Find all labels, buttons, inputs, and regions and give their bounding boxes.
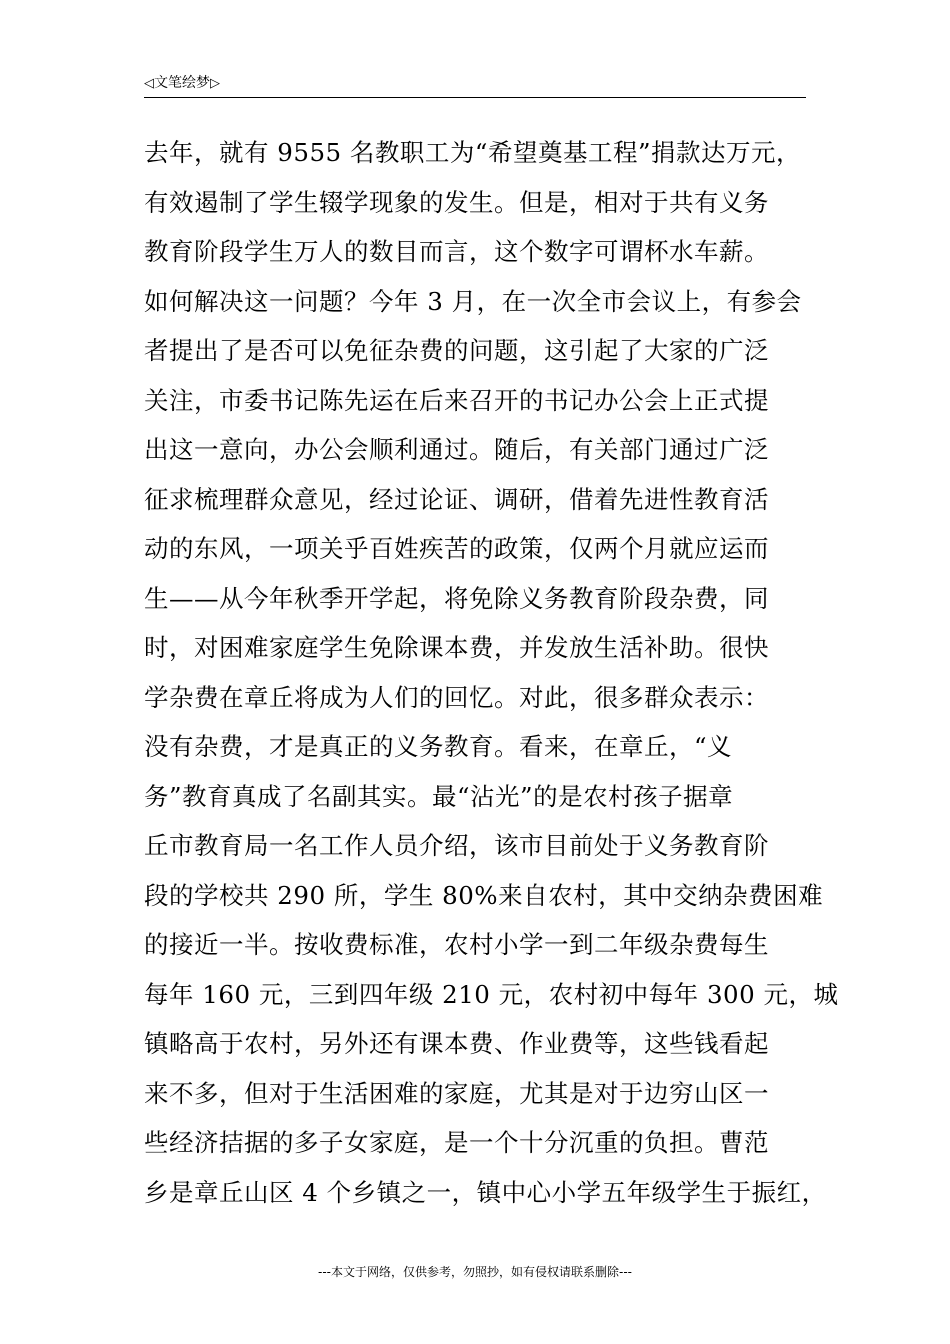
text-line: 没有杂费，才是真正的义务教育。看来，在章丘，“义 — [144, 732, 733, 761]
text-line: 时，对困难家庭学生免除课本费，并发放生活补助。很快 — [144, 633, 769, 662]
header-title: 文笔绘梦 — [154, 75, 210, 91]
text-line: 去年，就有 9555 名教职工为“希望奠基工程”捐款达万元， — [144, 138, 801, 167]
text-line: 如何解决这一问题？今年 3 月，在一次全市会议上，有参会 — [144, 286, 802, 316]
text-line: 征求梳理群众意见，经过论证、调研，借着先进性教育活 — [144, 484, 769, 514]
text-line: 者提出了是否可以免征杂费的问题，这引起了大家的广泛 — [144, 336, 769, 365]
text-line: 生——从今年秋季开学起，将免除义务教育阶段杂费，同 — [144, 583, 769, 613]
text-line: 出这一意向，办公会顺利通过。随后，有关部门通过广泛 — [144, 435, 769, 464]
text-line: 乡是章丘山区 4 个乡镇之一，镇中心小学五年级学生于振红， — [144, 1177, 827, 1207]
text-line: 来不多，但对于生活困难的家庭，尤其是对于边穷山区一 — [144, 1078, 769, 1108]
text-line: 丘市教育局一名工作人员介绍，该市目前处于义务教育阶 — [144, 831, 769, 860]
text-line: 些经济拮据的多子女家庭，是一个十分沉重的负担。曹范 — [144, 1128, 769, 1157]
triangle-right-icon: ▷ — [210, 76, 220, 91]
text-line: 每年 160 元，三到四年级 210 元，农村初中每年 300 元，城 — [144, 979, 839, 1009]
triangle-left-icon: ◁ — [144, 76, 154, 91]
text-line: 的接近一半。按收费标准，农村小学一到二年级杂费每生 — [144, 930, 769, 959]
document-header — [144, 74, 220, 93]
text-line: 动的东风，一项关乎百姓疾苦的政策，仅两个月就应运而 — [144, 534, 769, 563]
text-line: 学杂费在章丘将成为人们的回忆。对此，很多群众表示： — [144, 682, 769, 712]
text-line: 有效遏制了学生辍学现象的发生。但是，相对于共有义务 — [144, 187, 769, 217]
header-divider — [144, 97, 806, 98]
text-line: 段的学校共 290 所，学生 80%来自农村，其中交纳杂费困难 — [144, 880, 824, 910]
footer-disclaimer: ---本文于网络，仅供参考，勿照抄，如有侵权请联系删除--- — [318, 1265, 632, 1279]
body-text — [144, 128, 839, 1217]
text-line: 教育阶段学生万人的数目而言，这个数字可谓杯水车薪。 — [144, 237, 769, 266]
text-line: 镇略高于农村，另外还有课本费、作业费等，这些钱看起 — [144, 1029, 769, 1058]
text-line: 务”教育真成了名副其实。最“沾光”的是农村孩子据章 — [144, 781, 734, 811]
text-line: 关注，市委书记陈先运在后来召开的书记办公会上正式提 — [144, 385, 769, 415]
